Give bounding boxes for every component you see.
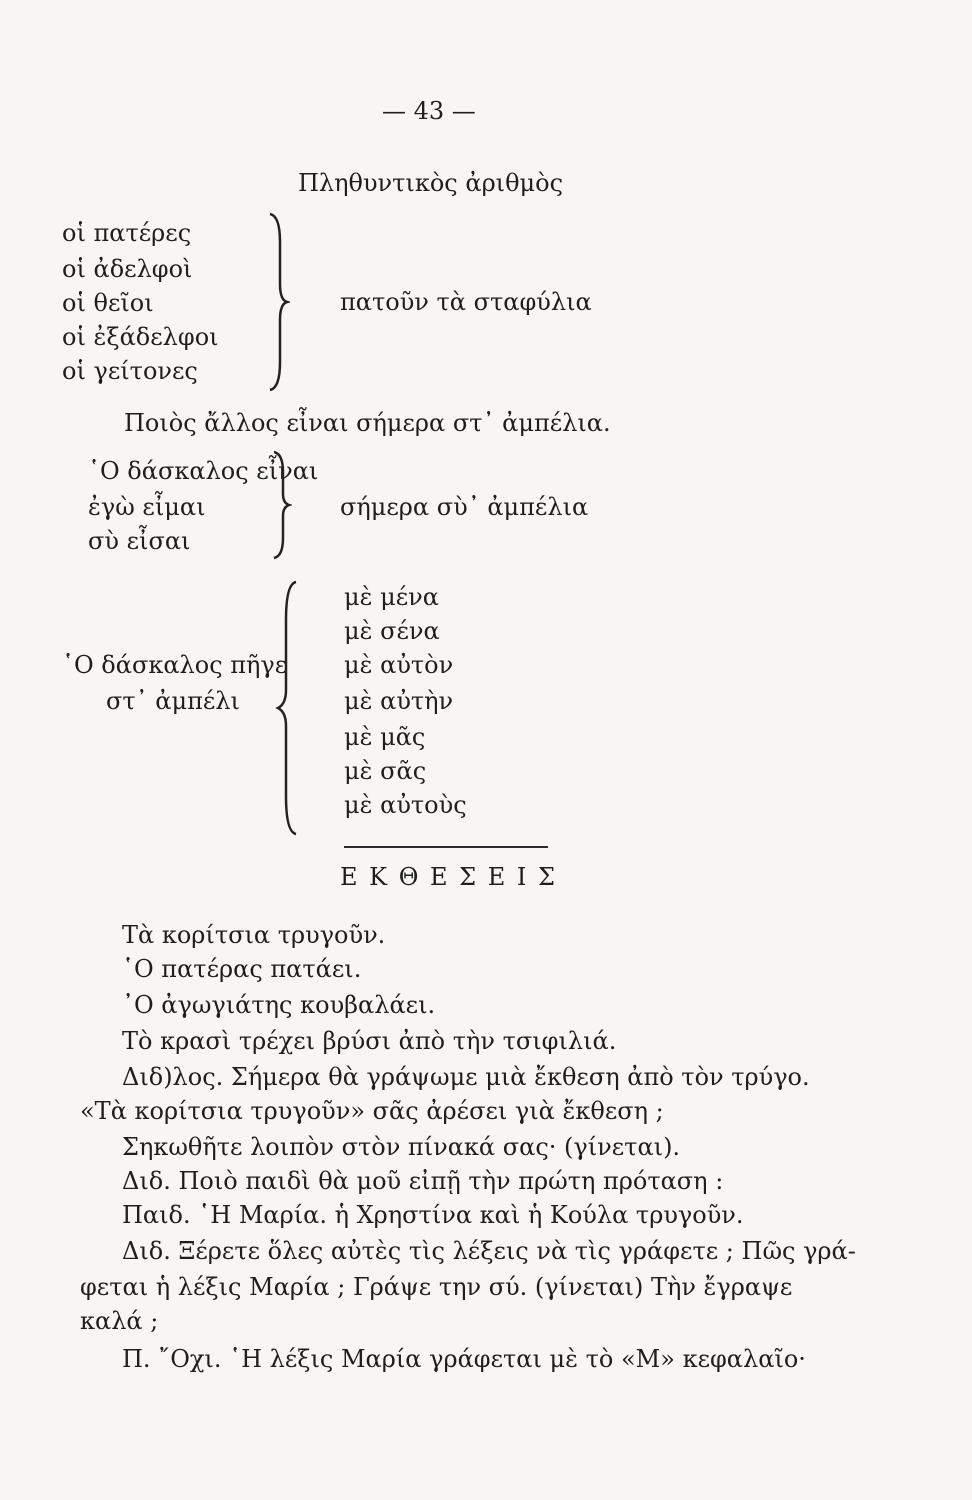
subject-line: οἱ ἀδελφοὶ: [62, 255, 193, 283]
question-line: Ποιὸς ἄλλος εἶναι σήμερα στ᾽ ἀμπέλια.: [124, 409, 611, 437]
body-line: ᾽Ο ἀγωγιάτης κουβαλάει.: [122, 991, 436, 1019]
subject-line: οἱ θεῖοι: [62, 289, 154, 317]
section-title: Ε Κ Θ Ε Σ Ε Ι Σ: [340, 863, 557, 891]
object-line: μὲ αὐτὴν: [344, 687, 454, 715]
subject-line: οἱ πατέρες: [62, 219, 192, 247]
object-line: μὲ σένα: [344, 617, 440, 645]
body-line: Τὸ κρασὶ τρέχει βρύσι ἀπὸ τὴν τσιφιλιά.: [122, 1027, 617, 1055]
subject-line: ῾Ο δάσκαλος εἶναι: [88, 457, 319, 485]
page-number: — 43 —: [382, 97, 476, 125]
body-line: ῾Ο πατέρας πατάει.: [122, 955, 362, 983]
body-line: Διδ)λος. Σήμερα θὰ γράψωμε μιὰ ἔκθεση ἀπὸ τὸν τρύγο.: [122, 1063, 810, 1091]
predicate-line: σήμερα σὺ᾽ ἀμπέλια: [340, 493, 589, 521]
body-line: Π. ῎Οχι. ῾Η λέξις Μαρία γράφεται μὲ τὸ «Μ» κεφαλαῖο·: [122, 1345, 806, 1373]
subject-line: σὺ εἶσαι: [88, 527, 191, 555]
right-brace: [266, 212, 290, 392]
subject-line: οἱ γείτονες: [62, 357, 198, 385]
body-line: «Τὰ κορίτσια τρυγοῦν» σᾶς ἀρέσει γιὰ ἔκθεση ;: [80, 1097, 664, 1125]
divider-rule: [344, 846, 548, 848]
subject-line: οἱ ἐξάδελφοι: [62, 323, 219, 351]
body-line: καλά ;: [80, 1307, 159, 1335]
plural-heading: Πληθυντικὸς ἀριθμὸς: [298, 169, 564, 197]
body-line: Διδ. Ξέρετε ὅλες αὐτὲς τὶς λέξεις νὰ τὶς γράφετε ; Πῶς γρά-: [122, 1237, 856, 1265]
predicate-line: πατοῦν τὰ σταφύλια: [340, 288, 592, 316]
subject-line: ἐγὼ εἶμαι: [88, 493, 206, 521]
object-line: μὲ σᾶς: [344, 757, 427, 785]
object-line: μὲ μᾶς: [344, 723, 426, 751]
body-line: Παιδ. ῾Η Μαρία. ἡ Χρηστίνα καὶ ἡ Κούλα τρυγοῦν.: [122, 1201, 744, 1229]
right-brace: [270, 450, 292, 560]
body-line: φεται ἡ λέξις Μαρία ; Γράψε την σύ. (γίνεται) Τὴν ἔγραψε: [80, 1273, 793, 1301]
subject-line: ῾Ο δάσκαλος πῆγε: [62, 651, 288, 679]
object-line: μὲ αὐτοὺς: [344, 791, 467, 819]
object-line: μὲ αὐτὸν: [344, 651, 454, 679]
body-line: Διδ. Ποιὸ παιδὶ θὰ μοῦ εἰπῇ τὴν πρώτη πρόταση :: [122, 1167, 724, 1195]
subject-line: στ᾽ ἀμπέλι: [106, 687, 240, 715]
body-line: Σηκωθῆτε λοιπὸν στὸν πίνακά σας· (γίνεται).: [122, 1133, 681, 1161]
left-brace: [272, 580, 300, 836]
body-line: Τὰ κορίτσια τρυγοῦν.: [122, 921, 386, 949]
object-line: μὲ μένα: [344, 583, 439, 611]
